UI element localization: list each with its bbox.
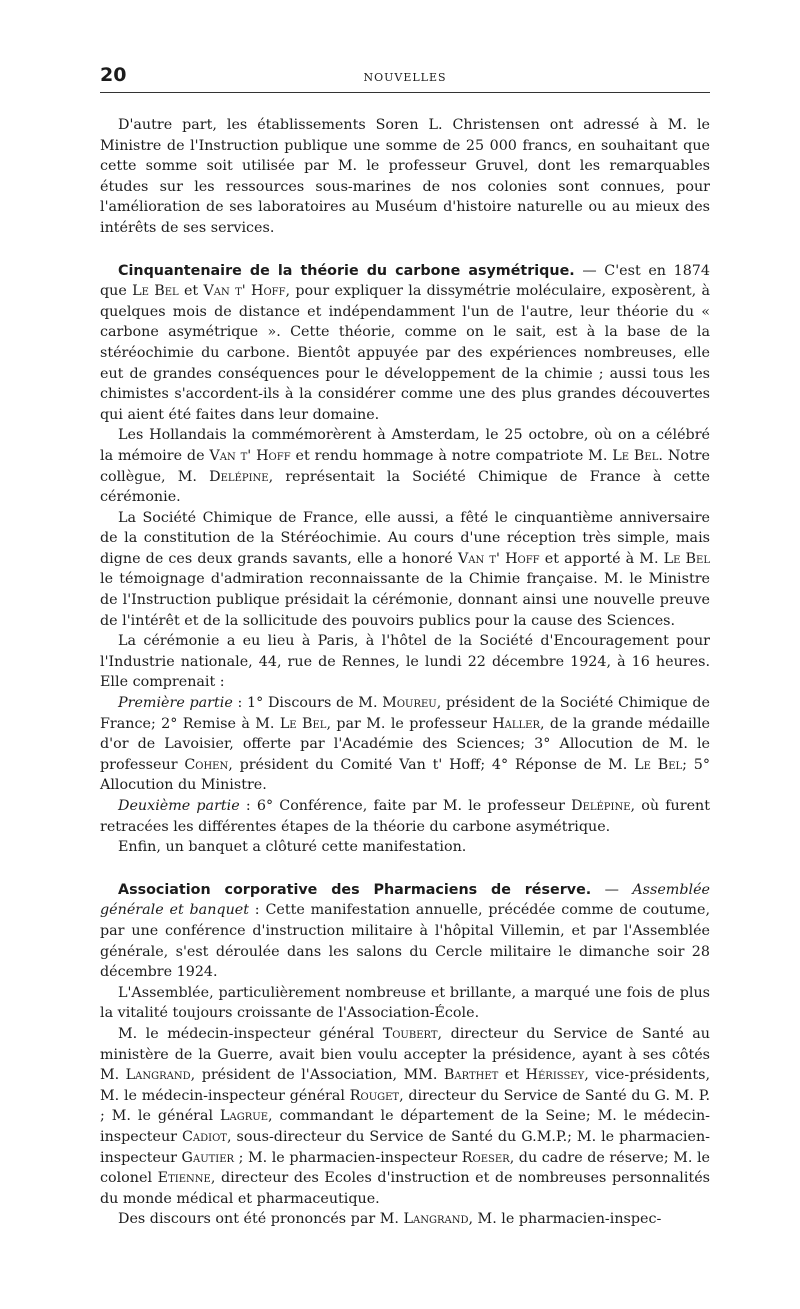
person-name: Langrand	[125, 1067, 191, 1084]
person-name: Cohen	[184, 756, 229, 773]
person-name: Barthet	[443, 1067, 499, 1084]
person-name: Langrand	[403, 1211, 469, 1228]
person-name: Rouget	[349, 1087, 400, 1104]
paragraph: Cinquantenaire de la théorie du carbone asymétrique. — C'est en 1874 que Le Bel et Van t' Hoff, pour expliquer la dissymétrie moléculaire, exposèrent, à quelques mois de distance et indépendamment l'un de l'autre, leur théorie du « carbone asymétrique ». Cette théorie, comme on le sait, est à la base de la stéréochimie du carbone. Bientôt appuyée par des expériences nombreuses, elle eut de grandes conséquences pour le développement de la chimie ; aussi tous les chimistes s'accordent-ils à la considérer comme une des plus grandes découvertes qui aient été faites dans leur domaine.	[100, 262, 710, 423]
paragraph: Des discours ont été prononcés par M. Langrand, M. le pharmacien-inspec-	[118, 1211, 662, 1228]
section-pharmaciens-reserve	[100, 880, 710, 1230]
person-name: Haller	[492, 715, 540, 732]
person-name: Van t' Hoff	[457, 550, 540, 567]
person-name: Delépine	[209, 468, 269, 485]
paragraph: Enfin, un banquet a clôturé cette manifestation.	[118, 839, 467, 856]
person-name: Le Bel	[634, 756, 683, 773]
person-name: Toubert	[382, 1025, 438, 1042]
person-name: Roeser	[461, 1149, 510, 1166]
paragraph: La Société Chimique de France, elle aussi, a fêté le cinquantième anniversaire de la constitution de la Stéréochimie. Au cours d'une réception très simple, mais digne de ces deux grands savants, elle a honoré Van t' Hoff et apporté à M. Le Bel le témoignage d'admiration reconnaissante de la Chimie française. M. le Ministre de l'Instruction publique présidait la cérémonie, donnant ainsi une nouvelle preuve de l'intérêt et de la sollicitude des pouvoirs publics pour la cause des Sciences.	[100, 509, 710, 629]
paragraph: L'Assemblée, particulièrement nombreuse et brillante, a marqué une fois de plus la vitalité toujours croissante de l'Association-École.	[100, 984, 710, 1022]
person-name: Hérissey	[525, 1067, 585, 1084]
paragraph: Association corporative des Pharmaciens de réserve. — Assemblée générale et banquet : Cette manifestation annuelle, précédée comme de coutume, par une conférence d'instruction militaire à l'hôpital Villemin, et par l'Assemblée générale, s'est déroulée dans les salons du Cercle militaire le dimanche soir 28 décembre 1924.	[100, 881, 711, 981]
person-name: Moureu	[382, 695, 437, 712]
paragraph: Première partie : 1° Discours de M. Moureu, président de la Société Chimique de France; 2° Remise à M. Le Bel, par M. le professeur Haller, de la grande médaille d'or de Lavoisier, offerte par l'Académie des Sciences; 3° Allocution de M. le professeur Cohen, président du Comité Van t' Hoff; 4° Réponse de M. Le Bel; 5° Allocution du Ministre.	[100, 695, 711, 794]
person-name: Van t' Hoff	[209, 447, 291, 464]
paragraph: M. le médecin-inspecteur général Toubert, directeur du Service de Santé au ministère de la Guerre, avait bien voulu accepter la présidence, ayant à ses côtés M. Langrand, président de l'Association, MM. Barthet et Hérissey, vice-présidents, M. le médecin-inspecteur général Rouget, directeur du Service de Santé du G. M. P. ; M. le général Lagrue, commandant le département de la Seine; M. le médecin-inspecteur Cadiot, sous-directeur du Service de Santé du G.M.P.; M. le pharmacien-inspecteur Gautier ; M. le pharmacien-inspecteur Roeser, du cadre de réserve; M. le colonel Etienne, directeur des Ecoles d'instruction et de nombreuses personnalités du monde médical et pharmaceutique.	[100, 1025, 711, 1207]
person-name: Etienne	[157, 1170, 211, 1187]
running-head: NOUVELLES	[363, 71, 447, 84]
person-name: Le Bel	[279, 715, 327, 732]
section-subtitle: Assemblée générale et banquet	[100, 881, 711, 919]
paragraph: Les Hollandais la commémorèrent à Amsterdam, le 25 octobre, où on a célébré la mémoire de Van t' Hoff et rendu hommage à notre compatriote M. Le Bel. Notre collègue, M. Delépine, représentait la Société Chimique de France à cette cérémonie.	[100, 427, 710, 506]
person-name: Le Bel	[132, 283, 179, 300]
intro-paragraph: D'autre part, les établissements Soren L. Christensen ont adressé à M. le Ministre de l'Instruction publique une somme de 25 000 francs, en souhaitant que cette somme soit utilisée par M. le professeur Gruvel, dont les remarquables études sur les ressources sous-marines de nos colonies sont connues, pour l'amélioration de ses laboratoires au Muséum d'histoire naturelle ou au mieux des intérêts de ses services.	[100, 117, 710, 236]
person-name: Cadiot	[181, 1128, 227, 1145]
page-number: 20	[100, 64, 127, 86]
page-body	[100, 93, 710, 1230]
page-header	[100, 62, 710, 93]
part-label: Première partie	[118, 695, 233, 712]
person-name: Le Bel	[663, 550, 710, 567]
person-name: Delépine	[571, 798, 631, 814]
person-name: Le Bel	[612, 447, 659, 464]
part-label: Deuxième partie	[118, 798, 240, 814]
section-carbone-asymetrique	[100, 261, 710, 858]
person-name: Van t' Hoff	[203, 283, 286, 300]
section-title: Association corporative des Pharmaciens de réserve.	[118, 881, 592, 898]
paragraph: La cérémonie a eu lieu à Paris, à l'hôtel de la Société d'Encouragement pour l'Industrie nationale, 44, rue de Rennes, le lundi 22 décembre 1924, à 16 heures. Elle comprenait :	[100, 633, 710, 691]
section-title: Cinquantenaire de la théorie du carbone asymétrique.	[118, 262, 575, 279]
person-name: Gautier	[181, 1149, 235, 1166]
paragraph: Deuxième partie : 6° Conférence, faite par M. le professeur Delépine, où furent retracées les différentes étapes de la théorie du carbone asymétrique.	[100, 798, 710, 835]
person-name: Lagrue	[220, 1108, 269, 1125]
document-page	[100, 62, 710, 1230]
